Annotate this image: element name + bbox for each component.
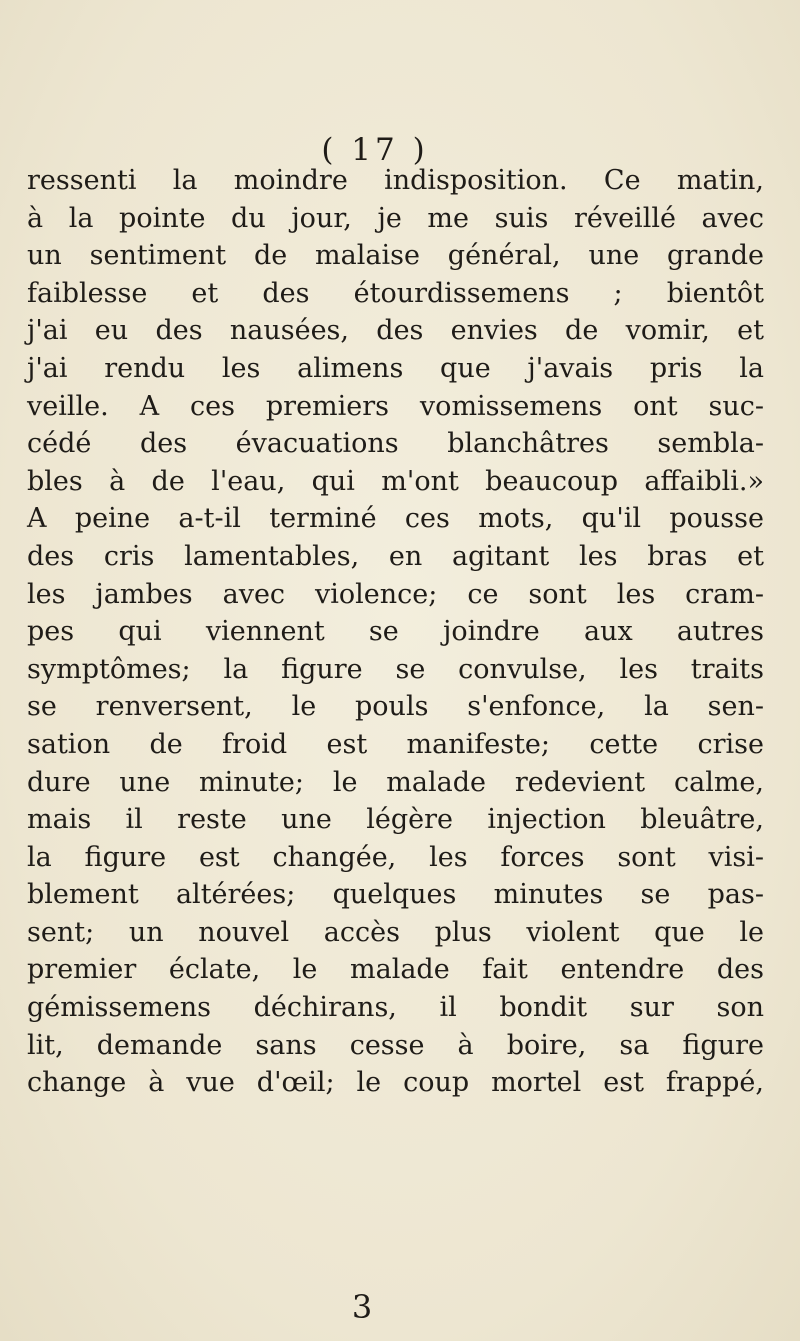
text-line: sation de froid est manifeste; cette crise — [27, 728, 764, 760]
signature-mark: 3 — [351, 1288, 373, 1326]
text-line: bles à de l'eau, qui m'ont beaucoup affaibli.» — [27, 465, 764, 497]
text-line: dure une minute; le malade redevient calme, — [27, 766, 764, 798]
text-line: mais il reste une légère injection bleuâtre, — [27, 804, 764, 836]
text-line: lit, demande sans cesse à boire, sa figure — [27, 1029, 764, 1061]
text-line: un sentiment de malaise général, une grande — [27, 240, 764, 272]
text-line: sent; un nouvel accès plus violent que le — [27, 916, 764, 948]
text-line: j'ai rendu les alimens que j'avais pris la — [27, 352, 764, 384]
text-line: premier éclate, le malade fait entendre des — [27, 954, 764, 986]
text-line: les jambes avec violence; ce sont les cram- — [27, 578, 764, 610]
text-line: cédé des évacuations blanchâtres sembla- — [27, 428, 764, 460]
text-line: des cris lamentables, en agitant les bras et — [27, 540, 764, 572]
text-line: blement altérées; quelques minutes se pas- — [27, 879, 764, 911]
text-line: à la pointe du jour, je me suis réveillé avec — [27, 202, 764, 234]
text-line: symptômes; la figure se convulse, les traits — [27, 653, 764, 685]
body-text — [27, 162, 764, 1102]
page-number-header: ( 17 ) — [321, 132, 429, 168]
text-line: gémissemens déchirans, il bondit sur son — [27, 992, 764, 1024]
text-line: pes qui viennent se joindre aux autres — [27, 616, 764, 648]
text-line: se renversent, le pouls s'enfonce, la sen- — [27, 691, 764, 723]
text-line: faiblesse et des étourdissemens ; bientôt — [27, 277, 764, 309]
text-line: j'ai eu des nausées, des envies de vomir, et — [27, 315, 764, 347]
text-line: change à vue d'œil; le coup mortel est frappé, — [27, 1067, 764, 1099]
text-line: la figure est changée, les forces sont visi- — [27, 841, 764, 873]
text-line: veille. A ces premiers vomissemens ont suc- — [27, 390, 764, 422]
text-line: A peine a-t-il terminé ces mots, qu'il pousse — [27, 503, 764, 535]
text-line: ressenti la moindre indisposition. Ce matin, — [27, 165, 764, 196]
